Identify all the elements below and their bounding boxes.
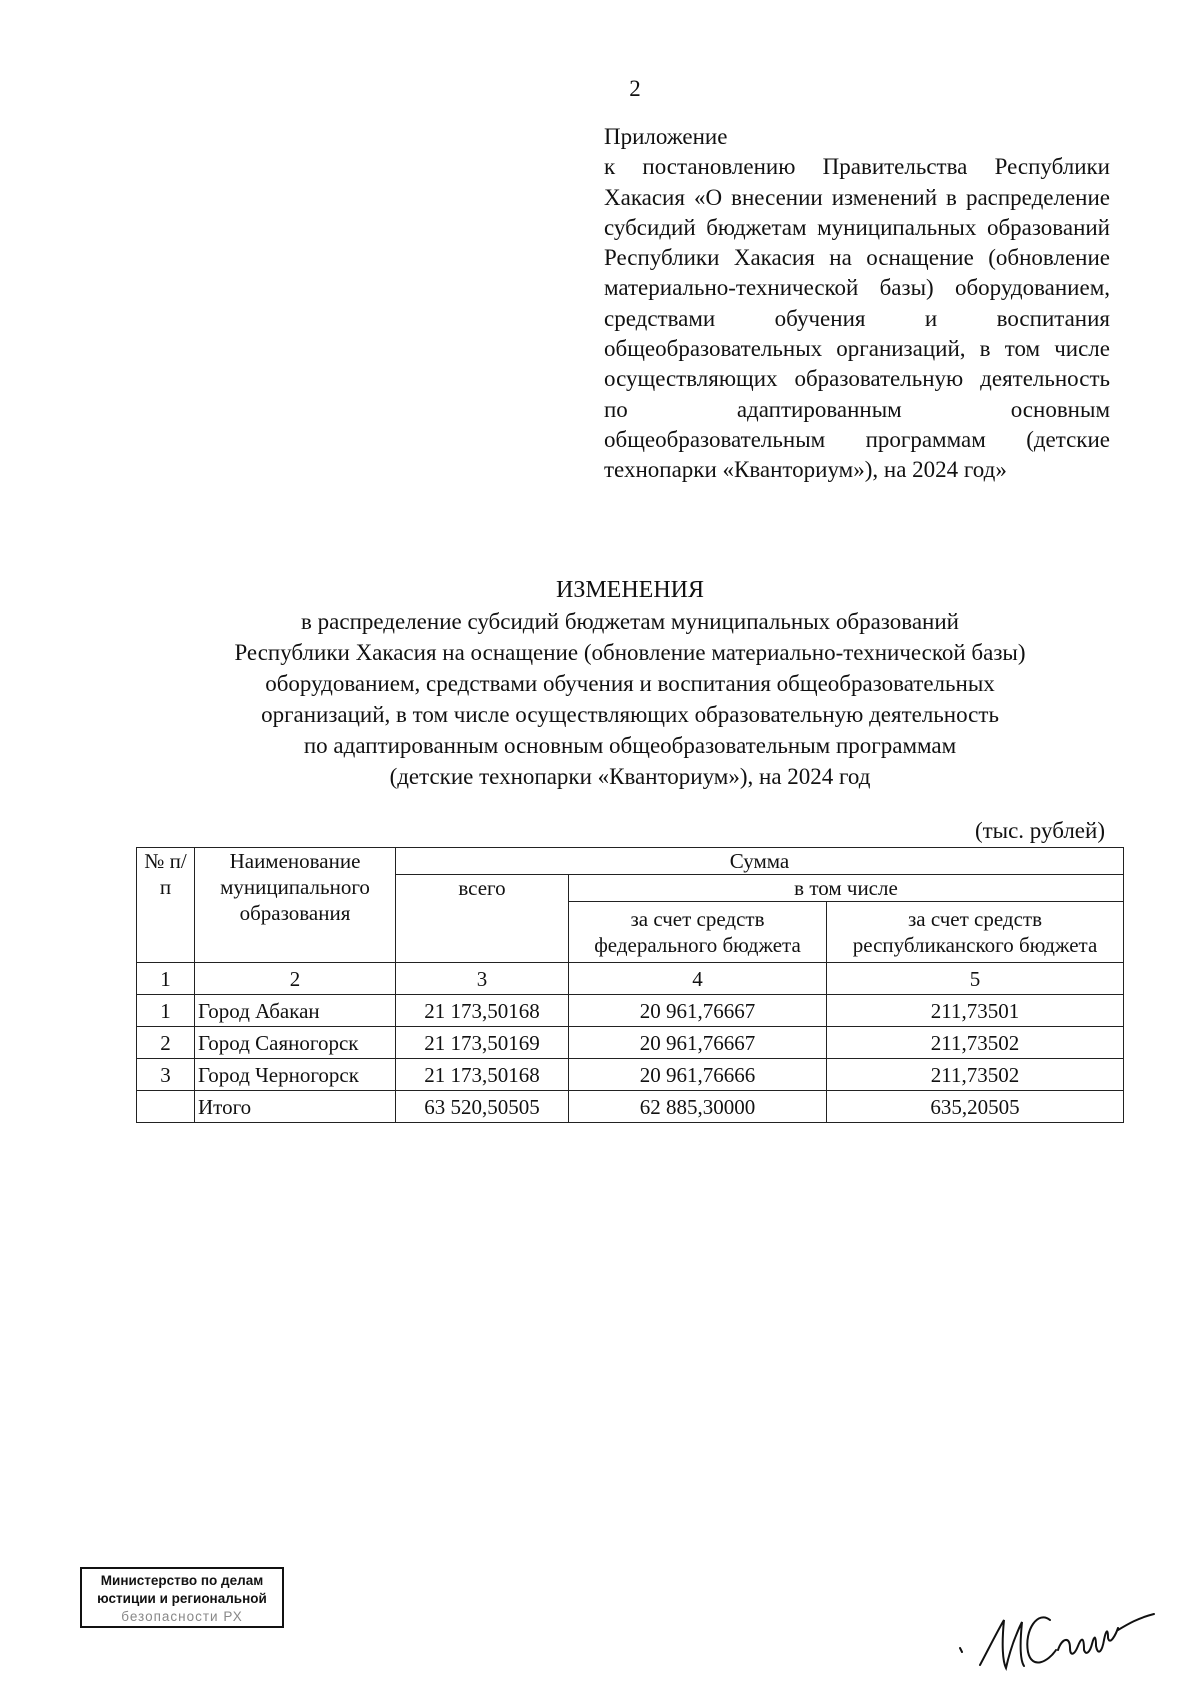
row-name: Город Абакан — [195, 995, 396, 1027]
header-republic: за счет средств республиканского бюджета — [827, 902, 1124, 963]
table-row — [137, 1059, 1124, 1091]
column-number: 2 — [195, 963, 396, 995]
header-total: всего — [396, 875, 569, 963]
row-republic: 211,73502 — [827, 1059, 1124, 1091]
totals-num — [137, 1091, 195, 1123]
subsidy-table — [136, 847, 1124, 1123]
row-name: Город Саяногорск — [195, 1027, 396, 1059]
row-republic: 211,73502 — [827, 1027, 1124, 1059]
signature-icon — [958, 1590, 1158, 1680]
stamp-line: Министерство по делам — [100, 1573, 264, 1588]
heading-title: ИЗМЕНЕНИЯ — [555, 577, 705, 603]
header-federal: за счет средств федерального бюджета — [569, 902, 827, 963]
row-num: 1 — [137, 995, 195, 1027]
appendix-block — [604, 122, 1110, 486]
header-name: Наименование муниципального образования — [195, 848, 396, 963]
row-republic: 211,73501 — [827, 995, 1124, 1027]
heading-line: в распределение субсидий бюджетам муниципальных образований — [301, 609, 959, 634]
column-number: 3 — [396, 963, 569, 995]
row-num: 2 — [137, 1027, 195, 1059]
stamp-line: безопасности РХ — [121, 1609, 243, 1624]
heading-line: по адаптированным основным общеобразовательным программам — [303, 733, 957, 758]
header-including: в том числе — [569, 875, 1124, 902]
row-total: 21 173,50168 — [396, 995, 569, 1027]
document-heading — [120, 575, 1140, 792]
totals-republic: 635,20505 — [827, 1091, 1124, 1123]
column-number: 4 — [569, 963, 827, 995]
table-row — [137, 1027, 1124, 1059]
heading-line: (детские технопарки «Кванториум»), на 2024 год — [389, 764, 871, 789]
totals-row — [137, 1091, 1124, 1123]
totals-federal: 62 885,30000 — [569, 1091, 827, 1123]
units-label: (тыс. рублей) — [974, 818, 1105, 843]
heading-line: оборудованием, средствами обучения и воспитания общеобразовательных — [265, 671, 995, 696]
row-total: 21 173,50168 — [396, 1059, 569, 1091]
row-name: Город Черногорск — [195, 1059, 396, 1091]
row-total: 21 173,50169 — [396, 1027, 569, 1059]
table-row — [137, 995, 1124, 1027]
header-num: № п/п — [137, 848, 195, 963]
appendix-body: к постановлению Правительства Республики Хакасия «О внесении изменений в распределение субсидий бюджетам муниципальных образований Республики Хакасия на оснащение (обновление материально-технической базы) оборудованием, средствами обучения и воспитания общеобразовательных организаций, в том числе осуществляющих образовательную деятельность по адаптированным основным общеобразовательным программам (детские технопарки «Кванториум»), на 2024 год» — [604, 154, 1110, 483]
heading-line: Республики Хакасия на оснащение (обновление материально-технической базы) — [234, 640, 1026, 665]
column-number: 1 — [137, 963, 195, 995]
column-number-row — [137, 963, 1124, 995]
page-number: 2 — [629, 76, 641, 101]
row-num: 3 — [137, 1059, 195, 1091]
row-federal: 20 961,76667 — [569, 995, 827, 1027]
totals-total: 63 520,50505 — [396, 1091, 569, 1123]
header-sum: Сумма — [396, 848, 1124, 875]
stamp-line: юстиции и региональной — [97, 1591, 267, 1606]
heading-line: организаций, в том числе осуществляющих образовательную деятельность — [261, 702, 999, 727]
appendix-title: Приложение — [604, 124, 728, 149]
column-number: 5 — [827, 963, 1124, 995]
totals-name: Итого — [195, 1091, 396, 1123]
row-federal: 20 961,76667 — [569, 1027, 827, 1059]
registration-stamp — [80, 1567, 284, 1628]
row-federal: 20 961,76666 — [569, 1059, 827, 1091]
